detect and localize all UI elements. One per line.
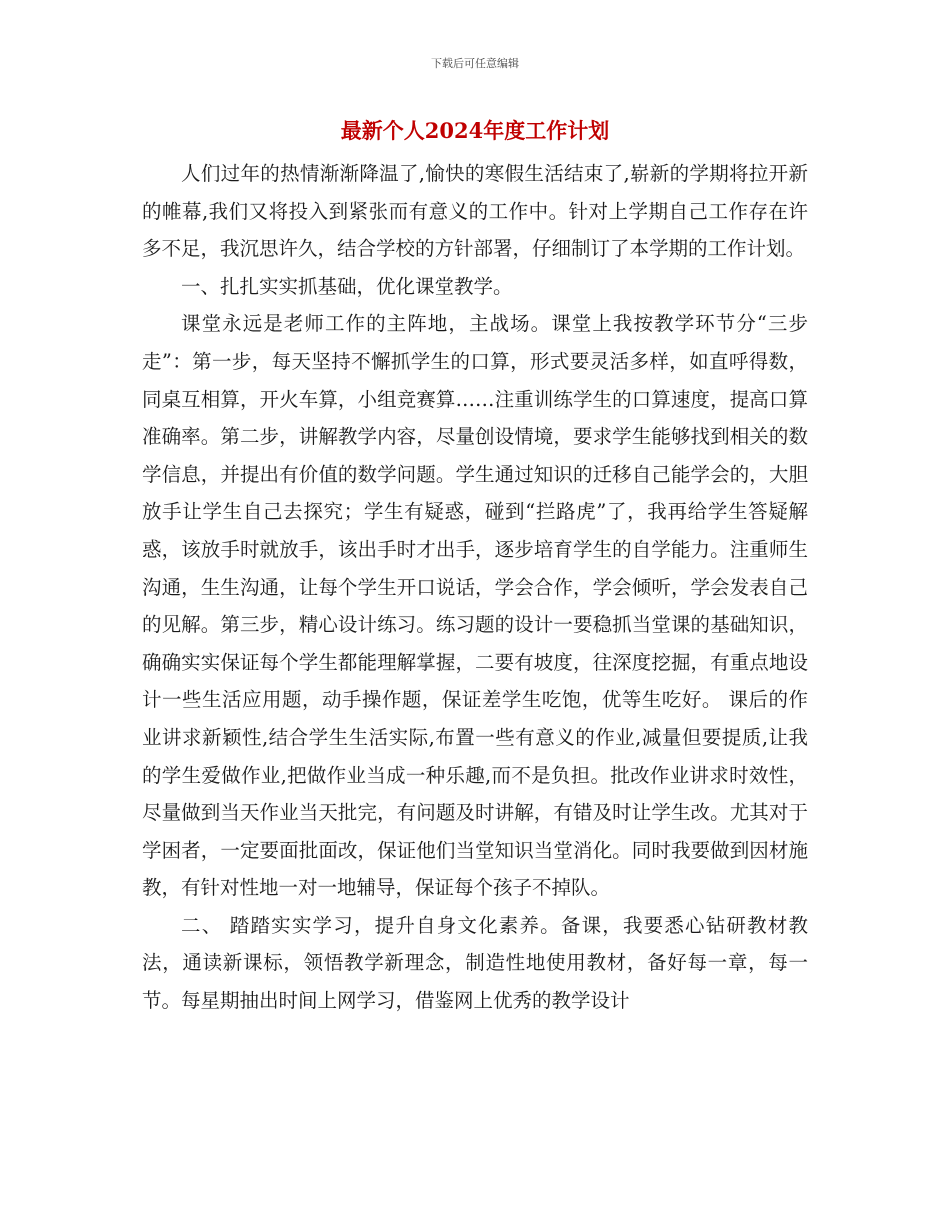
- page-header-note: 下载后可任意编辑: [431, 57, 519, 70]
- paragraph-intro: 人们过年的热情渐渐降温了,愉快的寒假生活结束了,崭新的学期将拉开新的帷幕,我们又将投入到紧张而有意义的工作中。针对上学期自己工作存在许多不足，我沉思许久，结合学校的方针部署，仔细制订了本学期的工作计划。: [142, 162, 808, 261]
- paragraph-section-2: 二、 踏踏实实学习，提升自身文化素养。备课，我要悉心钻研教材教法，通读新课标，领悟教学新理念，制造性地使用教材，备好每一章，每一节。每星期抽出时间上网学习，借鉴网上优秀的教学设计: [142, 913, 808, 1013]
- document-title: 最新个人2024年度工作计划: [340, 118, 610, 143]
- paragraph-section-1-body: 课堂永远是老师工作的主阵地，主战场。课堂上我按教学环节分“三步走”：第一步，每天坚持不懈抓学生的口算，形式要灵活多样，如直呼得数，同桌互相算，开火车算，小组竞赛算……注重训练学生的口算速度，提高口算准确率。第二步，讲解教学内容，尽量创设情境，要求学生能够找到相关的数学信息，并提出有价值的数学问题。学生通过知识的迁移自己能学会的，大胆放手让学生自己去探究；学生有疑惑，碰到“拦路虎”了，我再给学生答疑解惑，该放手时就放手，该出手时才出手，逐步培育学生的自学能力。注重师生沟通，生生沟通，让每个学生开口说话，学会合作，学会倾听，学会发表自己的见解。第三步，精心设计练习。练习题的设计一要稳抓当堂课的基础知识，确确实实保证每个学生都能理解掌握，二要有坡度，往深度挖掘，有重点地设计一些生活应用题，动手操作题，保证差学生吃饱，优等生吃好。 课后的作业讲求新颖性,结合学生生活实际,布置一些有意义的作业,减量但要提质,让我的学生爱做作业,把做作业当成一种乐趣,而不是负担。批改作业讲求时效性，尽量做到当天作业当天批完，有问题及时讲解，有错及时让学生改。尤其对于学困者，一定要面批面改，保证他们当堂知识当堂消化。同时我要做到因材施教，有针对性地一对一地辅导，保证每个孩子不掉队。: [142, 312, 808, 900]
- document-body: [142, 155, 808, 1020]
- paragraph-section-1-heading: 一、扎扎实实抓基础，优化课堂教学。: [181, 274, 513, 298]
